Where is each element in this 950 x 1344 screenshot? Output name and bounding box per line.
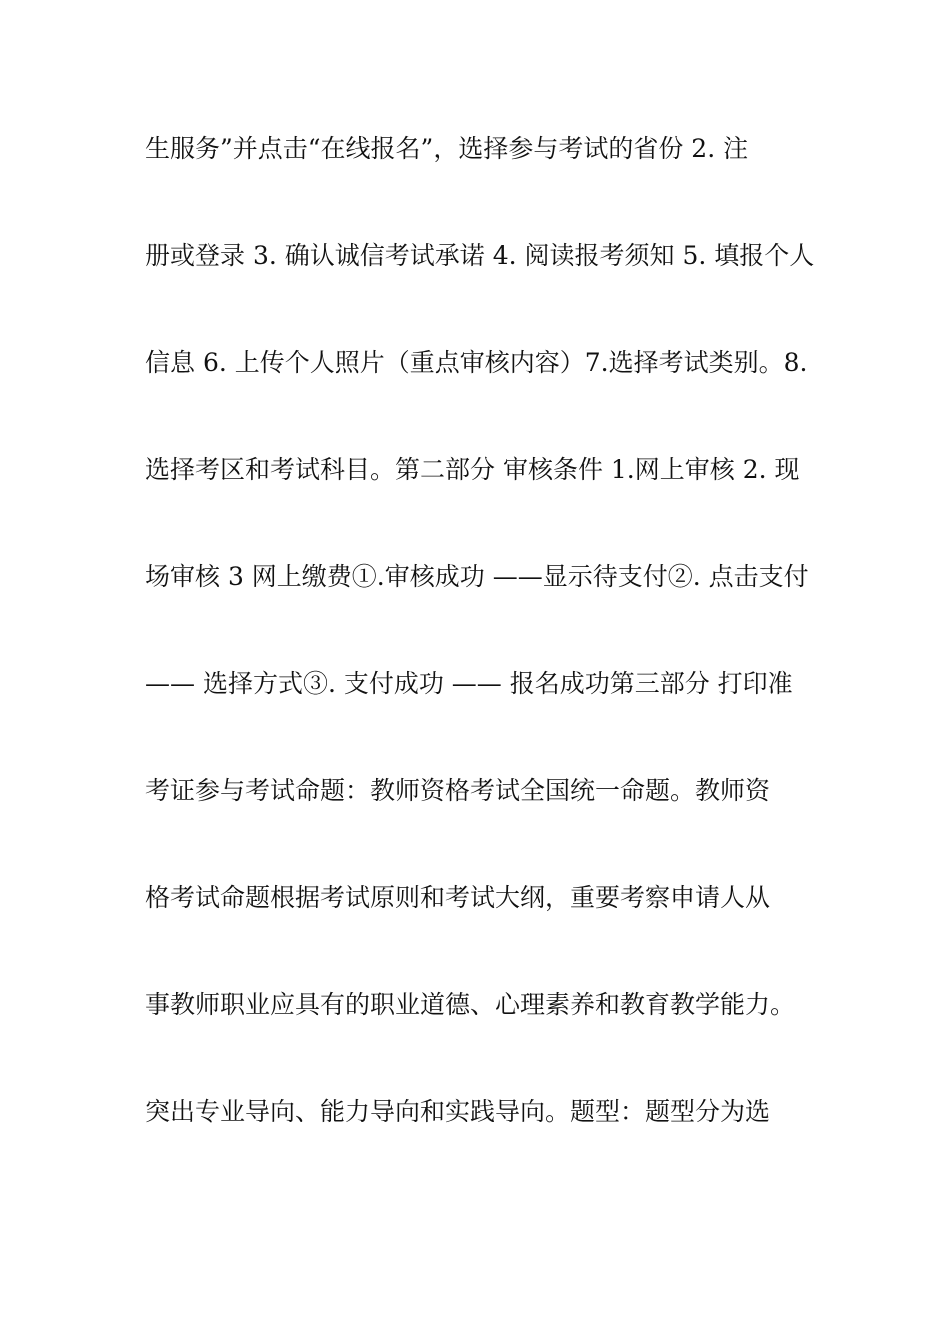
text-line: 册或登录 3. 确认诚信考试承诺 4. 阅读报考须知 5. 填报个人 [145,241,815,270]
text-line: 生服务”并点击“在线报名”，选择参与考试的省份 2. 注 [145,134,749,163]
text-line: 信息 6. 上传个人照片（重点审核内容）7.选择考试类别。8. [145,348,808,377]
text-line: —— 选择方式③. 支付成功 —— 报名成功第三部分 打印准 [145,669,793,698]
text-line: 选择考区和考试科目。第二部分 审核条件 1.网上审核 2. 现 [145,455,800,484]
text-line: 事教师职业应具有的职业道德、心理素养和教育教学能力。 [145,990,796,1019]
text-line: 格考试命题根据考试原则和考试大纲，重要考察申请人从 [145,883,771,912]
text-line: 突出专业导向、能力导向和实践导向。题型：题型分为选 [145,1097,771,1126]
text-line: 考证参与考试命题：教师资格考试全国统一命题。教师资 [145,776,771,805]
text-line: 场审核 3 网上缴费①.审核成功 ——显示待支付②. 点击支付 [145,562,809,591]
